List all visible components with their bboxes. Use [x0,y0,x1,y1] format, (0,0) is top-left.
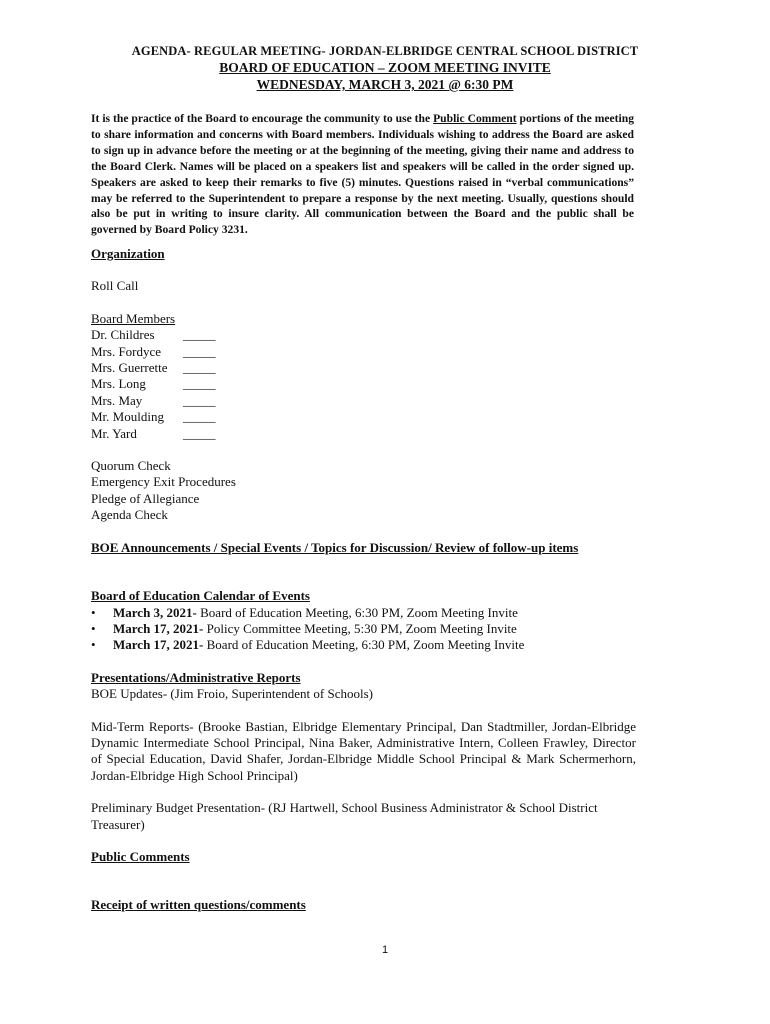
board-member-row [91,360,636,376]
attendance-blank: _____ [183,327,216,343]
calendar-event [91,621,636,637]
calendar-event [91,637,636,653]
attendance-blank: _____ [183,409,216,425]
board-members-label: Board Members [91,310,176,326]
presentations-heading: Presentations/Administrative Reports [91,669,301,685]
agenda-body [91,246,636,914]
emergency-exit-procedures: Emergency Exit Procedures [91,474,236,490]
attendance-blank: _____ [183,376,216,392]
member-name: Mr. Moulding [91,409,164,425]
member-name: Mrs. Long [91,376,146,392]
organization-heading: Organization [91,246,165,261]
intro-text-rest: portions of the meeting to share information and concerns with Board members. Individuals wishing to address the Board are asked to sign up in advance before the meeting or at the beginning of the meeting, giving their name and address to the Board Clerk. Names will be placed on a speakers list and speakers will be called in the order signed up. Speakers are asked to keep their remarks to five (5) minutes. Questions raised in “verbal communications” may be referred to the Superintendent to prepare a response by the next meeting. Usually, questions should also be put in writing to insure clarity. All communication between the Board and the public shall be governed by Board Policy 3231. [91,112,634,237]
board-meeting-title: BOARD OF EDUCATION – ZOOM MEETING INVITE [219,60,551,75]
event-date: March 17, 2021- [113,637,204,653]
attendance-blank: _____ [183,360,216,376]
event-description: Policy Committee Meeting, 5:30 PM, Zoom Meeting Invite [203,620,517,636]
calendar-events-list [91,605,636,654]
preliminary-budget-presentation: Preliminary Budget Presentation- (RJ Hartwell, School Business Administrator & School District Treasurer) [91,800,598,832]
mid-term-reports: Mid-Term Reports- (Brooke Bastian, Elbridge Elementary Principal, Dan Stadtmiller, Jordan-Elbridge Dynamic Intermediate School Principal, Nina Baker, Administrative Intern, Colleen Frawley, Director of Special Education, David Shafer, Jordan-Elbridge Middle School Principal & Mark Schermerhorn, Jordan-Elbridge High School Principal) [91,718,636,783]
public-comment-term: Public Comment [433,112,517,125]
agenda-check: Agenda Check [91,507,168,523]
event-description: Board of Education Meeting, 6:30 PM, Zoom Meeting Invite [196,604,518,620]
board-member-row [91,426,636,442]
agenda-title: AGENDA- REGULAR MEETING- JORDAN-ELBRIDGE CENTRAL SCHOOL DISTRICT [131,44,639,58]
event-description: Board of Education Meeting, 6:30 PM, Zoom Meeting Invite [203,637,525,653]
quorum-check: Quorum Check [91,458,171,474]
attendance-blank: _____ [183,425,216,441]
board-member-row [91,393,636,409]
intro-text-start: It is the practice of the Board to encourage the community to use the [91,112,434,125]
event-date: March 3, 2021- [113,604,197,620]
member-name: Mr. Yard [91,425,137,441]
event-date: March 17, 2021- [113,620,204,636]
page-number: 1 [381,944,389,956]
receipt-heading: Receipt of written questions/comments [91,897,306,913]
pledge-of-allegiance: Pledge of Allegiance [91,490,200,506]
attendance-blank: _____ [183,343,216,359]
board-member-row [91,409,636,425]
boe-updates: BOE Updates- (Jim Froio, Superintendent of Schools) [91,686,373,702]
public-comment-policy [91,111,634,238]
board-member-list [91,327,636,442]
meeting-date: WEDNESDAY, MARCH 3, 2021 @ 6:30 PM [256,77,514,92]
member-name: Mrs. May [91,392,143,408]
attendance-blank: _____ [183,392,216,408]
member-name: Mrs. Guerrette [91,360,168,376]
roll-call: Roll Call [91,278,139,294]
boe-announcements-heading: BOE Announcements / Special Events / Topics for Discussion/ Review of follow-up items [91,539,579,555]
board-member-row [91,344,636,360]
board-member-row [91,327,636,343]
public-comments-heading: Public Comments [91,848,190,864]
calendar-heading: Board of Education Calendar of Events [91,588,310,604]
member-name: Dr. Childres [91,327,155,343]
agenda-header [0,44,770,93]
member-name: Mrs. Fordyce [91,343,162,359]
calendar-event [91,605,636,621]
board-member-row [91,376,636,392]
